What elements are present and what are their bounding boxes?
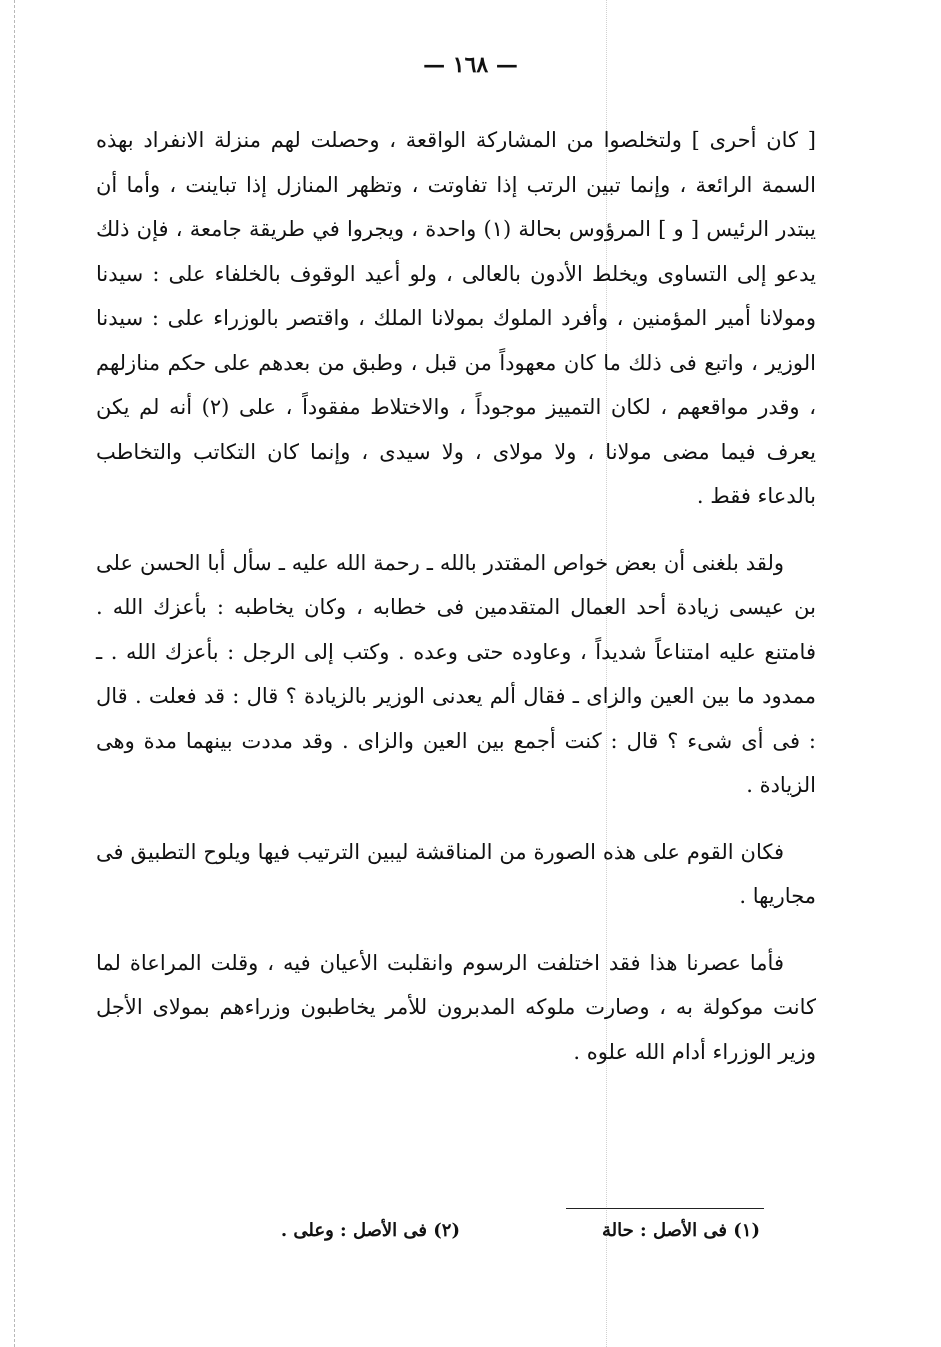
paragraph-3: فكان القوم على هذه الصورة من المناقشة ليبين الترتيب فيها ويلوح التطبيق فى مجاريها . [96,839,816,908]
page-number: — ١٦٨ — [423,52,518,78]
footnote-separator [566,1208,764,1209]
scan-edge-line [14,0,15,1347]
main-text [96,118,816,1096]
paragraph-4: فأما عصرنا هذا فقد اختلفت الرسوم وانقلبت الأعيان فيه ، وقلت المراعاة لما كانت موكولة به ، وصارت ملوكه المدبرون للأمر يخاطبون وزراءهم بمولاى الأجل وزير الوزراء أدام الله علوه . [96,950,816,1064]
footnote-1: (١) فى الأصل : حالة [602,1220,760,1241]
footnote-2: (٢) فى الأصل : وعلى . [280,1220,460,1241]
footnotes [250,1220,760,1252]
paragraph-2: ولقد بلغنى أن بعض خواص المقتدر بالله ـ رحمة الله عليه ـ سأل أبا الحسن على بن عيسى زيادة أحد العمال المتقدمين فى خطابه ، وكان يخاطبه : بأعزك الله . فامتنع عليه امتناعاً شديداً ، وعاوده حتى وعده . وكتب إلى الرجل : بأعزك الله . ـ ممدود ما بين العين والزاى ـ فقال ألم يعدنى الوزير بالزيادة ؟ قال : قد فعلت . قال : فى أى شىء ؟ قال : كنت أجمع بين العين والزاى . وقد مددت بينهما مدة وهى الزيادة . [96,550,816,797]
paragraph-1: [ كان أحرى ] ولتخلصوا من المشاركة الواقعة ، وحصلت لهم منزلة الانفراد بهذه السمة الرائعة ، وإنما تبين الرتب إذا تفاوتت ، وتظهر المنازل إذا تباينت ، وأما أن يبتدر الرئيس [ و ] المرؤوس بحالة (١) واحدة ، ويجروا في طريقة جامعة ، فإن ذلك يدعو إلى التساوى ويخلط الأدون بالعالى ، ولو أعيد الوقوف بالخلفاء على : سيدنا ومولانا أمير المؤمنين ، وأفرد الملوك بمولانا الملك ، واقتصر بالوزراء على : سيدنا الوزير ، واتبع فى ذلك ما كان معهوداً من قبل ، وطبق من بعدهم على حكم منازلهم ، وقدر مواقعهم ، لكان التمييز موجوداً ، والاختلاط مفقوداً ، على (٢) أنه لم يكن يعرف فيما مضى مولانا ، ولا مولاى ، ولا سيدى ، وإنما كان التكاتب والتخاطب بالدعاء فقط . [96,128,816,508]
